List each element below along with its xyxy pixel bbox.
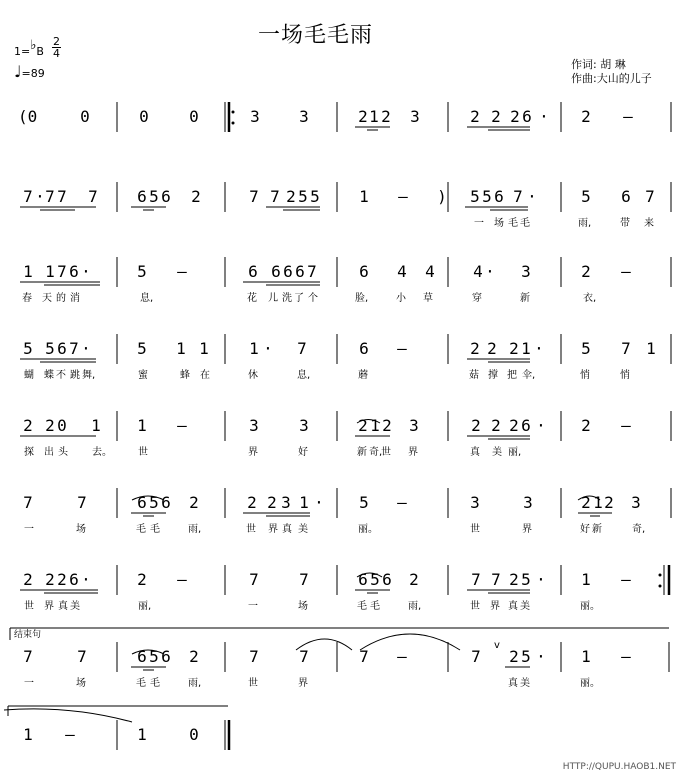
jianpu-note: 1 — [646, 339, 656, 358]
jianpu-note: – — [621, 262, 631, 281]
song-title: 一场毛毛雨 — [258, 23, 374, 48]
lyric-syllable: 出 — [44, 447, 54, 458]
jianpu-note: 5 — [149, 493, 159, 512]
jianpu-note: 6 — [69, 570, 79, 589]
jianpu-note: 2 — [382, 416, 392, 435]
jianpu-note: 7 — [621, 339, 631, 358]
jianpu-note: 5 — [521, 570, 531, 589]
jianpu-note: 2 — [581, 493, 591, 512]
jianpu-note: – — [177, 570, 187, 589]
lyric-syllable: 休 — [248, 370, 258, 381]
lyric-syllable: 界 — [408, 447, 418, 458]
lyric-syllable: 丽, — [508, 447, 522, 458]
jianpu-note: 5 — [581, 339, 591, 358]
jianpu-note: · — [539, 107, 549, 126]
jianpu-note: 1 — [581, 647, 591, 666]
jianpu-note: 5 — [521, 647, 531, 666]
jianpu-note: – — [397, 647, 407, 666]
key-note: B — [36, 45, 44, 58]
jianpu-note: 0 — [80, 107, 90, 126]
lyric-syllable: 世 — [381, 447, 391, 458]
jianpu-note: – — [177, 262, 187, 281]
jianpu-note: – — [621, 647, 631, 666]
jianpu-note: 0 — [189, 725, 199, 744]
jianpu-note: 7 — [88, 187, 98, 206]
jianpu-note: 3 — [410, 107, 420, 126]
jianpu-note: – — [397, 339, 407, 358]
lyric-syllable: 蝴 — [24, 370, 34, 381]
composer: 作曲:大山的儿子 — [571, 72, 652, 85]
jianpu-note: · — [536, 570, 546, 589]
lyric-syllable: 息, — [297, 370, 311, 381]
lyric-syllable: 毛 — [150, 524, 160, 535]
jianpu-note: 5 — [45, 339, 55, 358]
jianpu-note: 2 — [604, 493, 614, 512]
jianpu-note: – — [623, 107, 633, 126]
jianpu-note: 7 — [299, 570, 309, 589]
jianpu-note: 6 — [137, 647, 147, 666]
lyric-syllable: 场 — [76, 524, 86, 535]
lyric-syllable: 花 — [247, 293, 257, 304]
lyric-syllable: 脸, — [355, 293, 369, 304]
jianpu-note: 2 — [358, 107, 368, 126]
lyric-syllable: 丽。 — [358, 524, 378, 535]
jianpu-note: 2 — [23, 570, 33, 589]
jianpu-note: 1 — [137, 725, 147, 744]
jianpu-note: 7 — [297, 339, 307, 358]
jianpu-note: 3 — [250, 107, 260, 126]
lyric-syllable: 带 — [620, 218, 630, 229]
jianpu-note: · — [81, 570, 91, 589]
lyric-syllable: 世 — [470, 524, 480, 535]
jianpu-note: 2 — [137, 570, 147, 589]
jianpu-note: 6 — [359, 262, 369, 281]
jianpu-note: 5 — [359, 493, 369, 512]
jianpu-note: 7 — [57, 187, 67, 206]
lyric-syllable: 去。 — [92, 447, 112, 458]
jianpu-note: 2 — [509, 339, 519, 358]
jianpu-note: 2 — [510, 107, 520, 126]
jianpu-note: 2 — [267, 493, 277, 512]
jianpu-note: 0 — [189, 107, 199, 126]
jianpu-note: 1 — [593, 493, 603, 512]
watermark: HTTP://QUPU.HAOB1.NET — [562, 762, 676, 772]
jianpu-note: 5 — [581, 187, 591, 206]
lyric-syllable: 息, — [140, 293, 154, 304]
time-bottom: 4 — [53, 47, 60, 60]
jianpu-note: (0 — [18, 107, 38, 126]
jianpu-note: 6 — [283, 262, 293, 281]
jianpu-note: · — [536, 647, 546, 666]
lyric-syllable: 界 — [490, 601, 500, 612]
lyric-syllable: 场 — [494, 218, 504, 229]
lyric-syllable: 界 — [268, 524, 278, 535]
jianpu-note: 5 — [298, 187, 308, 206]
jianpu-note: 6 — [137, 493, 147, 512]
jianpu-note: 4 — [425, 262, 435, 281]
lyric-syllable: 奇, — [632, 524, 646, 535]
jianpu-note: 7 — [645, 187, 655, 206]
jianpu-note: 5 — [137, 262, 147, 281]
lyric-syllable: 界 — [248, 447, 258, 458]
lyric-syllable: 小 — [396, 293, 406, 304]
jianpu-note: 4 — [473, 262, 483, 281]
lyric-syllable: 的 — [56, 293, 66, 304]
lyric-syllable: 界 — [44, 601, 54, 612]
lyric-syllable: 世 — [470, 601, 480, 612]
jianpu-note: 2 — [581, 262, 591, 281]
lyric-syllable: 毛 — [136, 678, 146, 689]
lyric-syllable: 新 — [357, 447, 367, 458]
lyric-syllable: 悄 — [620, 370, 630, 381]
lyric-syllable: 蝶 — [44, 370, 54, 381]
jianpu-note: – — [621, 570, 631, 589]
lyric-syllable: 蜜 — [138, 370, 148, 381]
jianpu-note: 1 — [370, 416, 380, 435]
lyric-syllable: 美 — [70, 601, 80, 612]
tempo-value: =89 — [21, 67, 45, 80]
jianpu-note: 5 — [310, 187, 320, 206]
lyric-syllable: 消 — [70, 293, 80, 304]
lyric-syllable: 真 — [508, 601, 518, 612]
jianpu-note: 2 — [470, 107, 480, 126]
jianpu-note: 2 — [247, 493, 257, 512]
jianpu-note: 3 — [249, 416, 259, 435]
lyric-syllable: 毛 — [136, 524, 146, 535]
jianpu-note: 1 — [199, 339, 209, 358]
lyric-syllable: 不 — [56, 370, 66, 381]
lyric-syllable: 美 — [520, 601, 530, 612]
jianpu-note: 6 — [248, 262, 258, 281]
jianpu-note: 7 — [307, 262, 317, 281]
lyric-syllable: 好 — [580, 524, 590, 535]
jianpu-note: 1 — [521, 339, 531, 358]
lyric-syllable: 雨, — [188, 678, 202, 689]
jianpu-note: 6 — [295, 262, 305, 281]
jianpu-note: 2 — [509, 416, 519, 435]
jianpu-note: 0 — [139, 107, 149, 126]
jianpu-note: · — [35, 187, 45, 206]
jianpu-note: 2 — [581, 416, 591, 435]
jianpu-note: 1 — [23, 262, 33, 281]
jianpu-note: 1 — [45, 262, 55, 281]
jianpu-note: 7 — [249, 187, 259, 206]
lyric-syllable: 真 — [282, 524, 292, 535]
jianpu-note: – — [65, 725, 75, 744]
jianpu-note: · — [534, 339, 544, 358]
jianpu-note: 3 — [523, 493, 533, 512]
lyric-syllable: 新 — [592, 524, 602, 535]
lyric-syllable: 蘑 — [358, 370, 368, 381]
jianpu-note: 6 — [359, 339, 369, 358]
jianpu-note: 7 — [23, 647, 33, 666]
jianpu-note: 1 — [581, 570, 591, 589]
lyric-syllable: 一 — [24, 524, 34, 535]
jianpu-note: 3 — [299, 416, 309, 435]
lyric-syllable: 新 — [520, 293, 530, 304]
jianpu-note: 1 — [91, 416, 101, 435]
jianpu-note: 6 — [161, 187, 171, 206]
lyric-syllable: 真 — [508, 678, 518, 689]
jianpu-note: 3 — [409, 416, 419, 435]
lyric-syllable: 蜂 — [180, 370, 190, 381]
jianpu-note: · — [536, 416, 546, 435]
lyric-syllable: 丽。 — [580, 601, 600, 612]
jianpu-note: 6 — [57, 339, 67, 358]
jianpu-note: 7 — [299, 647, 309, 666]
jianpu-note: 7 — [23, 493, 33, 512]
jianpu-note: 7 — [69, 339, 79, 358]
jianpu-note: 6 — [382, 570, 392, 589]
lyric-syllable: 雨, — [188, 524, 202, 535]
lyric-syllable: 草 — [423, 293, 433, 304]
lyric-syllable: 春 — [22, 293, 32, 304]
jianpu-note: 6 — [69, 262, 79, 281]
jianpu-note: 2 — [286, 187, 296, 206]
lyric-syllable: 奇, — [369, 447, 383, 458]
lyric-syllable: 毛 — [370, 601, 380, 612]
lyric-syllable: 洗 — [282, 293, 292, 304]
jianpu-note: · — [81, 262, 91, 281]
jianpu-note: 2 — [57, 570, 67, 589]
jianpu-note: 1 — [359, 187, 369, 206]
jianpu-note: 2 — [189, 647, 199, 666]
lyric-syllable: 世 — [246, 524, 256, 535]
jianpu-note: 6 — [494, 187, 504, 206]
jianpu-note: 6 — [137, 187, 147, 206]
jianpu-note: · — [527, 187, 537, 206]
lyricist: 作词: 胡 琳 — [571, 58, 626, 71]
jianpu-note: · — [81, 339, 91, 358]
jianpu-note: · — [485, 262, 495, 281]
lyric-syllable: 把 — [507, 370, 517, 381]
jianpu-note: 6 — [621, 187, 631, 206]
lyric-syllable: 儿 — [268, 293, 278, 304]
jianpu-note: 7 — [57, 262, 67, 281]
jianpu-note: 2 — [189, 493, 199, 512]
jianpu-note: – — [177, 416, 187, 435]
jianpu-note: 2 — [471, 416, 481, 435]
ending-label: 结束句 — [14, 630, 42, 640]
jianpu-note: – — [621, 416, 631, 435]
jianpu-note: ) — [437, 187, 447, 206]
lyric-syllable: 好 — [298, 447, 308, 458]
time-top: 2 — [53, 35, 60, 48]
lyric-syllable: 毛 — [150, 678, 160, 689]
lyric-syllable: 悄 — [580, 370, 590, 381]
jianpu-note: 5 — [482, 187, 492, 206]
jianpu-note: 2 — [470, 339, 480, 358]
lyric-syllable: 毛 — [520, 218, 530, 229]
key-label: 1= — [14, 45, 31, 58]
lyric-syllable: 场 — [298, 601, 308, 612]
jianpu-note: – — [398, 187, 408, 206]
lyric-syllable: 毛 — [508, 218, 518, 229]
jianpu-note: 7 — [471, 570, 481, 589]
jianpu-note: 2 — [487, 339, 497, 358]
lyric-syllable: 一 — [248, 601, 258, 612]
jianpu-note: 5 — [149, 647, 159, 666]
jianpu-note: 2 — [45, 570, 55, 589]
jianpu-note: 2 — [491, 416, 501, 435]
lyric-syllable: 个 — [308, 293, 318, 304]
jianpu-note: 1 — [176, 339, 186, 358]
jianpu-note: 1 — [23, 725, 33, 744]
jianpu-note: 2 — [491, 107, 501, 126]
jianpu-note: 5 — [370, 570, 380, 589]
lyric-syllable: 世 — [138, 447, 148, 458]
lyric-syllable: 美 — [520, 678, 530, 689]
jianpu-note: 3 — [281, 493, 291, 512]
jianpu-note: 3 — [521, 262, 531, 281]
lyric-syllable: 真 — [470, 447, 480, 458]
lyric-syllable: 场 — [76, 678, 86, 689]
jianpu-note: 6 — [521, 416, 531, 435]
jianpu-note: 7 — [45, 187, 55, 206]
jianpu-note: 6 — [358, 570, 368, 589]
lyric-syllable: 伞, — [522, 370, 536, 381]
lyric-syllable: 界 — [298, 678, 308, 689]
jianpu-note: 5 — [137, 339, 147, 358]
jianpu-note: 2 — [581, 107, 591, 126]
jianpu-note: 7 — [491, 570, 501, 589]
lyric-syllable: 跳 — [70, 370, 80, 381]
lyric-syllable: 了 — [294, 293, 304, 304]
lyric-syllable: 一 — [24, 678, 34, 689]
jianpu-note: 1 — [369, 107, 379, 126]
jianpu-note: 2 — [23, 416, 33, 435]
jianpu-note: 6 — [161, 493, 171, 512]
lyric-syllable: 天 — [42, 293, 52, 304]
lyric-syllable: 美 — [492, 447, 502, 458]
lyric-syllable: 头 — [58, 447, 68, 458]
jianpu-note: · — [314, 493, 324, 512]
lyric-syllable: 探 — [24, 447, 34, 458]
lyric-syllable: 菇 — [469, 370, 479, 381]
lyric-syllable: 撑 — [488, 370, 498, 381]
jianpu-note: · — [263, 339, 273, 358]
lyric-syllable: 在 — [200, 370, 210, 381]
lyric-syllable: 美 — [298, 524, 308, 535]
jianpu-note: 3 — [470, 493, 480, 512]
jianpu-note: 7 — [249, 647, 259, 666]
breath-mark: v — [494, 640, 500, 651]
jianpu-note: 4 — [397, 262, 407, 281]
jianpu-note: 5 — [23, 339, 33, 358]
jianpu-note: 6 — [161, 647, 171, 666]
jianpu-note: 7 — [513, 187, 523, 206]
jianpu-note: 5 — [470, 187, 480, 206]
jianpu-note: 7 — [471, 647, 481, 666]
jianpu-note: 5 — [149, 187, 159, 206]
jianpu-note: 6 — [271, 262, 281, 281]
lyric-syllable: 毛 — [357, 601, 367, 612]
jianpu-note: 2 — [409, 570, 419, 589]
lyric-syllable: 雨, — [408, 601, 422, 612]
jianpu-note: – — [397, 493, 407, 512]
jianpu-note: 7 — [77, 493, 87, 512]
lyric-syllable: 丽, — [138, 601, 152, 612]
jianpu-note: 2 — [381, 107, 391, 126]
lyric-syllable: 穿 — [472, 293, 482, 304]
jianpu-note: 2 — [358, 416, 368, 435]
jianpu-note: 2 — [509, 647, 519, 666]
jianpu-note: 2 — [45, 416, 55, 435]
jianpu-note: 7 — [23, 187, 33, 206]
jianpu-note: 7 — [77, 647, 87, 666]
jianpu-note: 1 — [137, 416, 147, 435]
jianpu-note: 1 — [249, 339, 259, 358]
jianpu-note: 3 — [299, 107, 309, 126]
jianpu-note: 7 — [270, 187, 280, 206]
lyric-syllable: 世 — [24, 601, 34, 612]
lyric-syllable: 来 — [644, 218, 654, 229]
lyric-syllable: 雨, — [578, 218, 592, 229]
key-flat: ♭ — [30, 38, 37, 53]
jianpu-note: 7 — [249, 570, 259, 589]
jianpu-note: 7 — [359, 647, 369, 666]
quarter-note-icon: ♩ — [14, 62, 22, 81]
jianpu-note: 3 — [631, 493, 641, 512]
jianpu-note: 6 — [522, 107, 532, 126]
lyric-syllable: 世 — [248, 678, 258, 689]
lyric-syllable: 丽。 — [580, 678, 600, 689]
lyric-syllable: 界 — [522, 524, 532, 535]
jianpu-note: 2 — [509, 570, 519, 589]
jianpu-note: 2 — [191, 187, 201, 206]
lyric-syllable: 一 — [474, 218, 484, 229]
jianpu-note: 0 — [57, 416, 67, 435]
lyric-syllable: 舞, — [82, 370, 96, 381]
lyric-syllable: 衣, — [583, 293, 597, 304]
lyric-syllable: 真 — [58, 601, 68, 612]
jianpu-note: 1 — [299, 493, 309, 512]
